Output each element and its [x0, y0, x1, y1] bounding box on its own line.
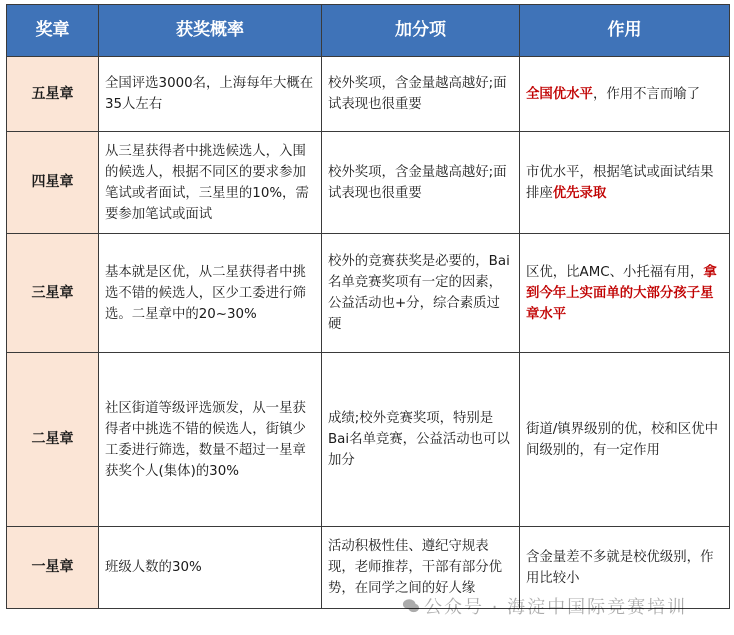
probability-cell: 班级人数的30%: [99, 527, 322, 609]
award-name: 五星章: [7, 57, 99, 132]
header-probability: 获奖概率: [99, 5, 322, 57]
table-row: [7, 132, 730, 234]
award-name: 一星章: [7, 527, 99, 609]
bonus-cell: 校外的竞赛获奖是必要的，Bai名单竞赛奖项有一定的因素，公益活动也+分，综合素质过硬: [322, 234, 520, 353]
table-row: [7, 353, 730, 527]
role-text: 含金量差不多就是校优级别，作用比较小: [526, 549, 714, 586]
probability-cell: 基本就是区优，从二星获得者中挑选不错的候选人，区少工委进行筛选。二星章中的20~30%: [99, 234, 322, 353]
role-highlight: 拿到今年上实面单的大部分孩子星章水平: [526, 264, 717, 322]
bonus-cell: 成绩;校外竞赛奖项，特别是Bai名单竞赛，公益活动也可以加分: [322, 353, 520, 527]
role-cell: [520, 57, 730, 132]
probability-cell: 从三星获得者中挑选候选人，入围的候选人，根据不同区的要求参加笔试或者面试，三星里的10%，需要参加笔试或面试: [99, 132, 322, 234]
table-row: [7, 57, 730, 132]
watermark-text: 公众号 · 海淀中国际竞赛培训: [424, 597, 688, 618]
award-name: 二星章: [7, 353, 99, 527]
role-cell: [520, 132, 730, 234]
role-highlight: 全国优水平: [526, 86, 593, 102]
header-award: 奖章: [7, 5, 99, 57]
table-header-row: [7, 5, 730, 57]
bonus-cell: 活动积极性佳、遵纪守规表现，老师推荐，干部有部分优势，在同学之间的好人缘: [322, 527, 520, 609]
bonus-cell: 校外奖项，含金量越高越好;面试表现也很重要: [322, 57, 520, 132]
bonus-cell: 校外奖项，含金量越高越好;面试表现也很重要: [322, 132, 520, 234]
award-name: 三星章: [7, 234, 99, 353]
header-role: 作用: [520, 5, 730, 57]
role-text: ，作用不言而喻了: [592, 86, 701, 102]
role-highlight: 优先录取: [552, 185, 607, 201]
role-text: 市优水平，根据笔试或面试结果排座: [526, 164, 714, 201]
role-cell: [520, 234, 730, 353]
header-bonus: 加分项: [322, 5, 520, 57]
award-table: [6, 4, 730, 609]
probability-cell: 全国评选3000名，上海每年大概在35人左右: [99, 57, 322, 132]
role-cell: [520, 353, 730, 527]
table-row: [7, 234, 730, 353]
role-text: 区优，比AMC、小托福有用，: [526, 264, 704, 280]
role-text: 街道/镇界级别的优，校和区优中间级别的，有一定作用: [526, 421, 718, 458]
award-name: 四星章: [7, 132, 99, 234]
probability-cell: 社区街道等级评选颁发，从一星获得者中挑选不错的候选人，街镇少工委进行筛选，数量不超过一星章获奖个人(集体)的30%: [99, 353, 322, 527]
watermark: [402, 593, 687, 619]
wechat-icon: [402, 597, 420, 615]
